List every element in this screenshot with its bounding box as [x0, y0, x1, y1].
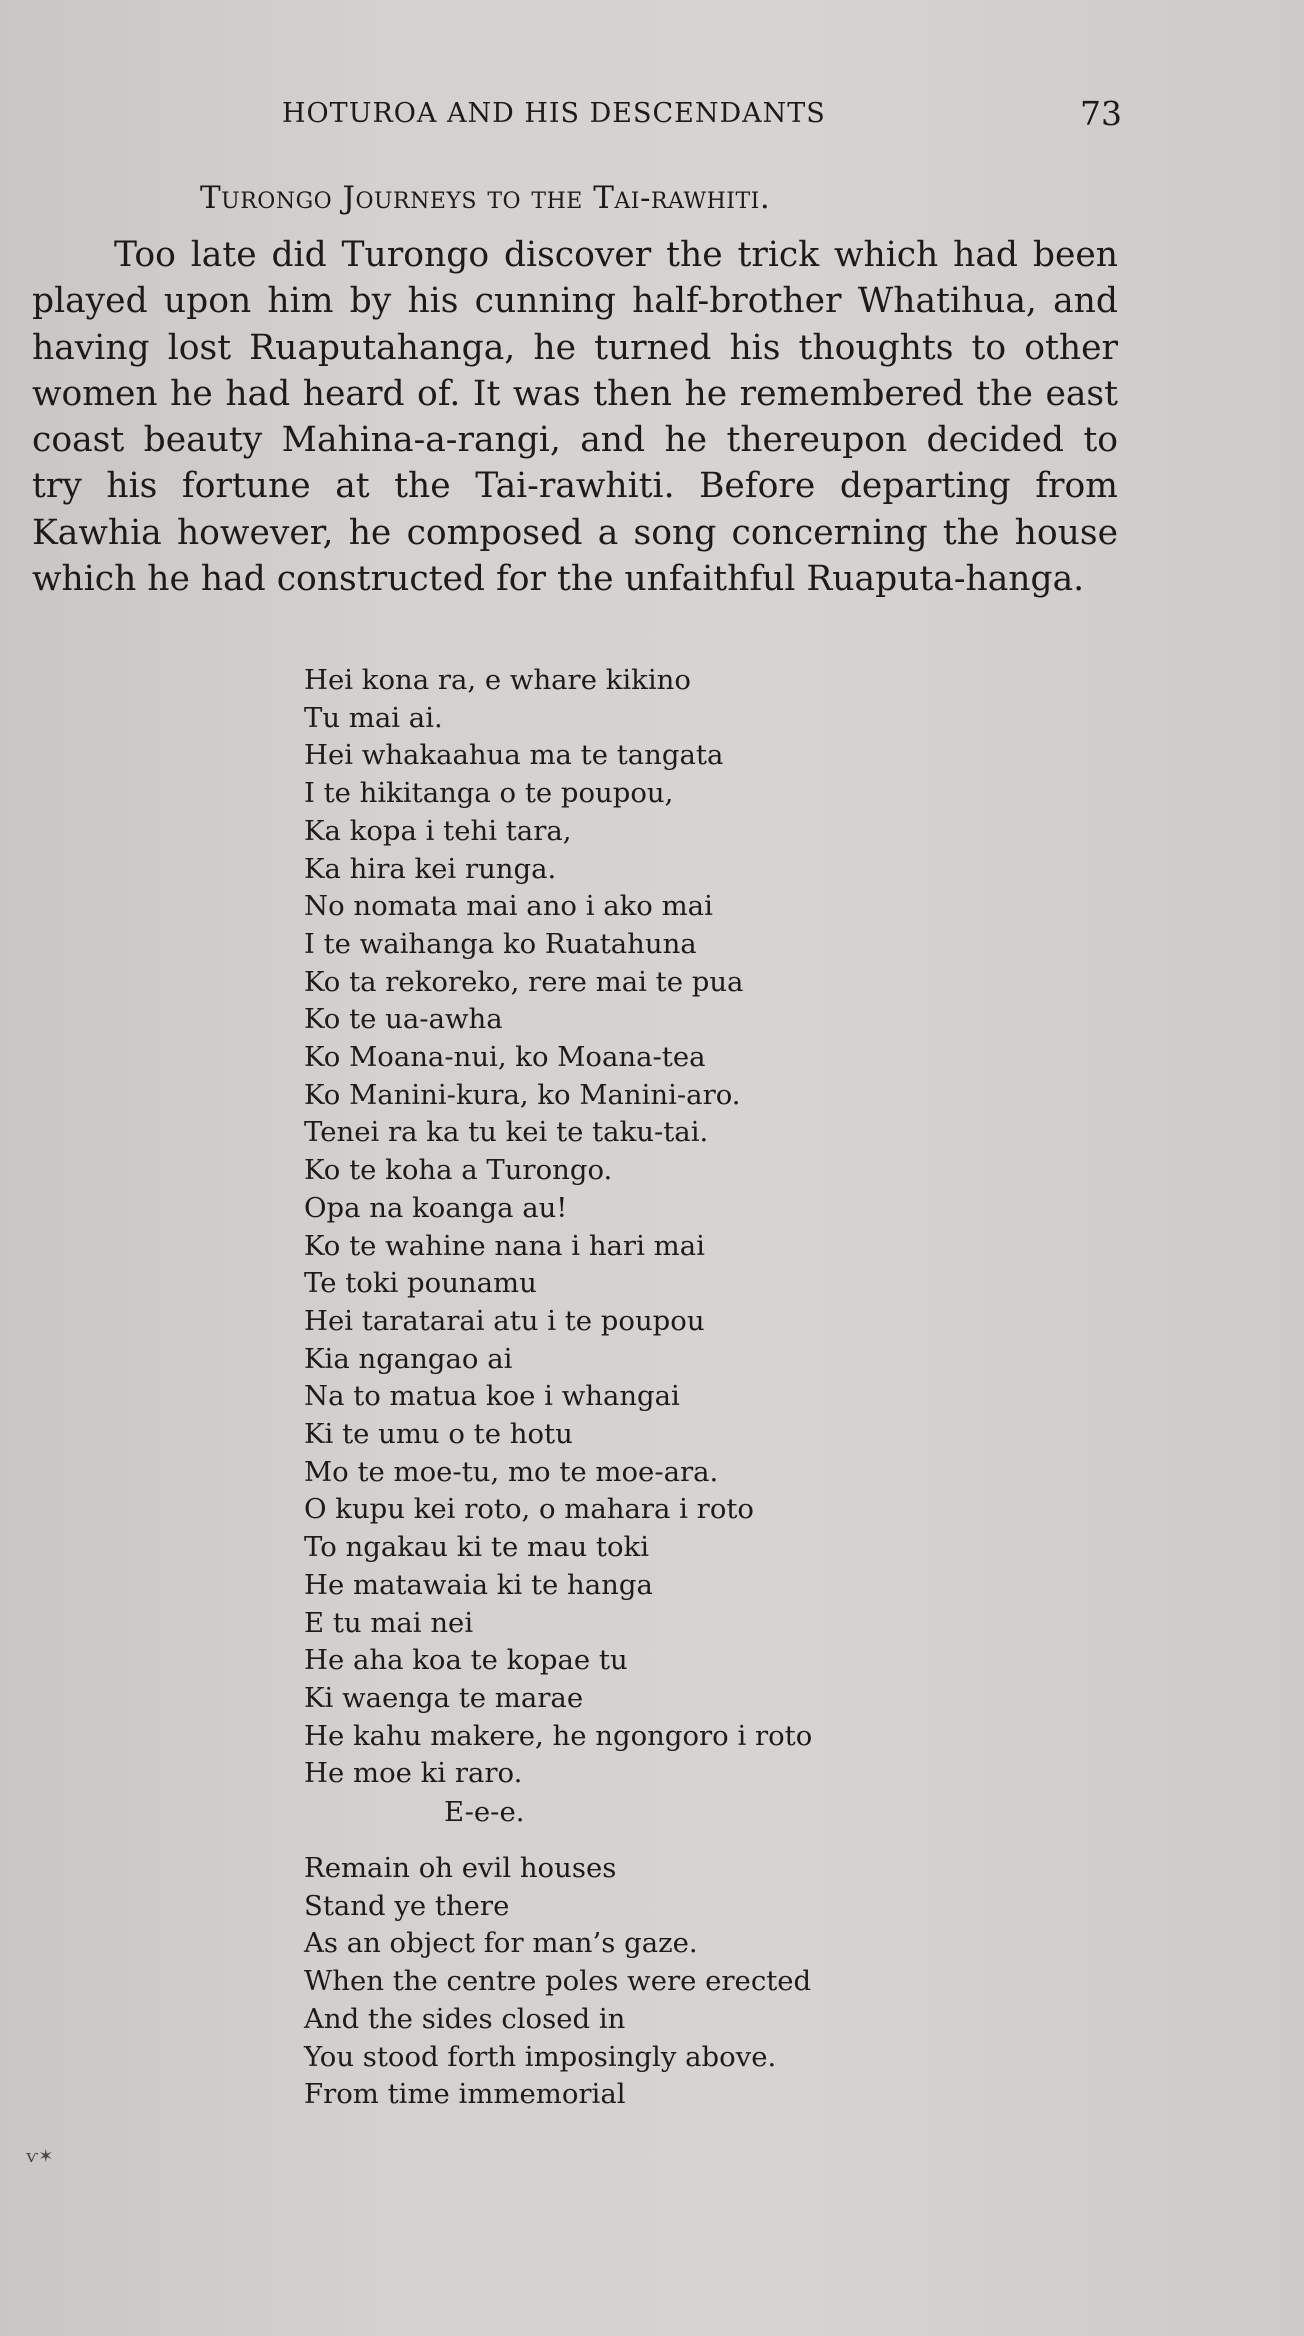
verse-line: Ko te wahine nana i hari mai — [304, 1229, 705, 1262]
verse-line: Na to matua koe i whangai — [304, 1380, 680, 1413]
verse-line: He matawaia ki te hanga — [304, 1568, 653, 1601]
translation-line: Remain oh evil houses — [304, 1852, 617, 1884]
song-refrain: E-e-e. — [444, 1796, 525, 1828]
verse-line: E tu mai nei — [304, 1606, 474, 1639]
verse-line: Ko ta rekoreko, rere mai te pua — [304, 965, 744, 998]
translation-line: As an object for man’s gaze. — [304, 1927, 698, 1960]
verse-line: He kahu makere, he ngongoro i roto — [304, 1719, 813, 1752]
translation-line: From time immemorial — [304, 2078, 626, 2111]
verse-line: Ko Manini-kura, ko Manini-aro. — [304, 1078, 741, 1111]
verse-line: Opa na koanga au! — [304, 1191, 568, 1224]
prose-body — [32, 232, 1118, 602]
verse-line: Ka hira kei runga. — [304, 852, 557, 885]
verse-line: O kupu kei roto, o mahara i roto — [304, 1493, 754, 1526]
section-heading: Turongo Journeys to the Tai-rawhiti. — [200, 180, 771, 216]
translation-line: You stood forth imposingly above. — [304, 2040, 777, 2073]
verse-line: Tu mai ai. — [304, 701, 443, 734]
verse-line: Ko Moana-nui, ko Moana-tea — [304, 1041, 706, 1074]
translation-line: When the centre poles were erected — [304, 1965, 812, 1998]
verse-line: Ki te umu o te hotu — [304, 1418, 573, 1451]
verse-line: Hei taratarai atu i te poupou — [304, 1304, 705, 1337]
verse-line: Hei kona ra, e whare kikino — [304, 664, 691, 696]
verse-line: Mo te moe-tu, mo te moe-ara. — [304, 1455, 719, 1488]
margin-mark: ѵ✶ — [26, 2146, 54, 2167]
song-maori — [304, 662, 812, 1793]
verse-line: Ko te koha a Turongo. — [304, 1154, 613, 1187]
verse-line: He aha koa te kopae tu — [304, 1644, 628, 1677]
verse-line: He moe ki raro. — [304, 1757, 523, 1790]
page-number: 73 — [1080, 94, 1122, 133]
translation-line: And the sides closed in — [304, 2002, 626, 2035]
verse-line: Ka kopa i tehi tara, — [304, 814, 572, 847]
verse-line: Kia ngangao ai — [304, 1342, 513, 1375]
verse-line: I te hikitanga o te poupou, — [304, 777, 674, 810]
verse-line: No nomata mai ano i ako mai — [304, 890, 713, 923]
verse-line: Ko te ua-awha — [304, 1003, 503, 1036]
song-english-translation — [304, 1850, 811, 2114]
verse-line: Tenei ra ka tu kei te taku-tai. — [304, 1116, 709, 1149]
verse-line: Ki waenga te marae — [304, 1681, 584, 1714]
translation-line: Stand ye there — [304, 1889, 510, 1922]
running-head: HOTUROA AND HIS DESCENDANTS — [282, 98, 826, 129]
verse-line: I te waihanga ko Ruatahuna — [304, 927, 697, 960]
prose-paragraph: Too late did Turongo discover the trick which had been played upon him by his cunning half-brother Whatihua, and having lost Ruaputahanga, he turned his thoughts to other women he had heard of. It was then he remembered the east coast beauty Mahina-a-rangi, and he thereupon decided to try his fortune at the Tai-rawhiti. Before departing from Kawhia however, he composed a song concerning the house which he had constructed for the unfaithful Ruaputa-hanga. — [32, 235, 1118, 600]
verse-line: To ngakau ki te mau toki — [304, 1531, 649, 1564]
verse-line: Hei whakaahua ma te tangata — [304, 739, 724, 772]
verse-line: Te toki pounamu — [304, 1267, 537, 1300]
